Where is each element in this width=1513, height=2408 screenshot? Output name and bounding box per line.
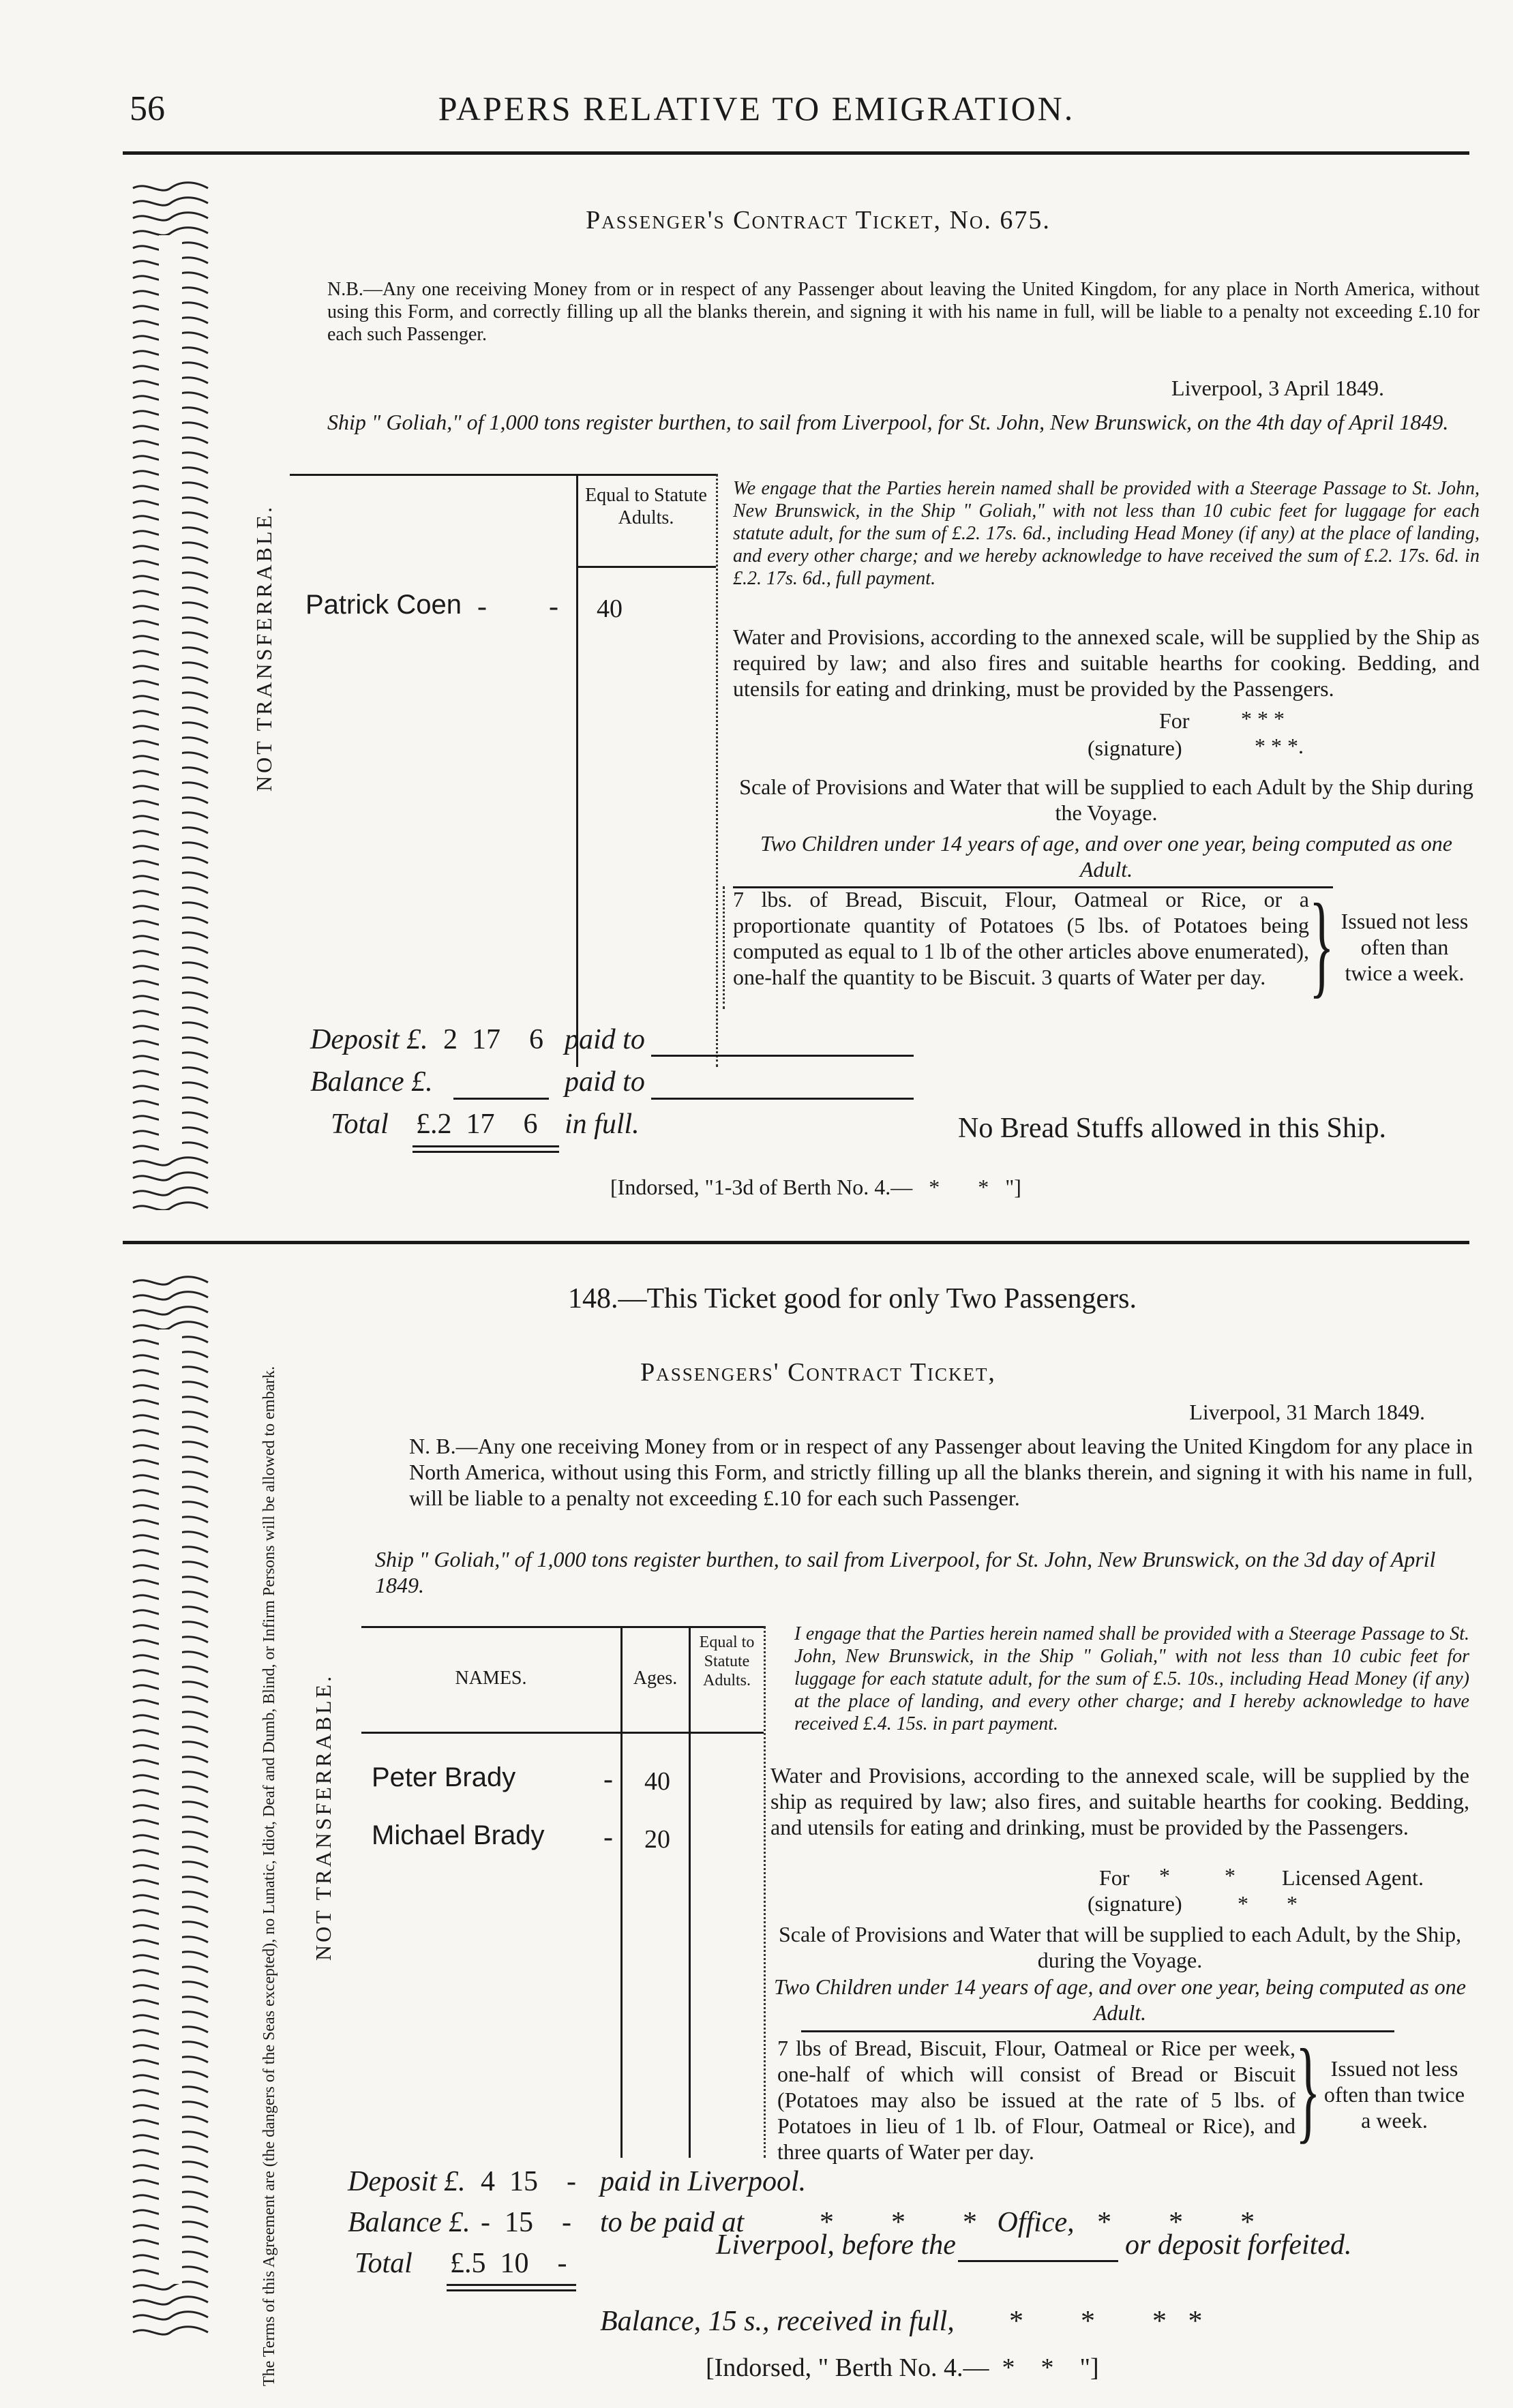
deposit-paid: paid in Liverpool. xyxy=(600,2166,807,2197)
balance-paid: to be paid at xyxy=(600,2207,745,2238)
ticket2-good-for: 148.—This Ticket good for only Two Passengers. xyxy=(568,1283,1137,1314)
dash: - xyxy=(603,1822,613,1853)
ticket1-water: Water and Provisions, according to the annexed scale, will be supplied by the Ship as required by law; and also fires and suitable hearths for cooking. Bedding, and utensils for eating and drinking, must be provided by the Passengers. xyxy=(733,624,1480,701)
total-amount: £.2 17 6 xyxy=(416,1109,538,1140)
total-label: Total xyxy=(355,2248,413,2279)
balance-amount: - 15 - xyxy=(481,2207,571,2238)
ticket2-nb: N. B.—Any one receiving Money from or in respect of any Passenger about leaving the United Kingdom for any place in North America, without using this Form, and strictly filling up all the blanks therein, and signing it with his name in full, will be liable to a penalty not exceeding £.10 for each such Passenger. xyxy=(409,1434,1473,1510)
ticket2-engagement: I engage that the Parties herein named shall be provided with a Steerage Passage to St. John, New Brunswick, in the Ship " Goliah," with not less than 10 cubic feet for luggage for each statute adult, for the sum of £.5. 10s., including Head Money (if any) at the place of landing, and every other charge; and I hereby acknowledge to have received £.4. 15s. in part payment. xyxy=(794,1623,1469,1734)
passenger-age: 40 xyxy=(644,1767,670,1796)
total-underline xyxy=(413,1145,559,1147)
for-stars: * * xyxy=(1159,1863,1235,1888)
ticket2-col-ages: Ages. xyxy=(633,1668,678,1689)
ticket1-col-divider xyxy=(576,474,578,1067)
signature-stars: * * *. xyxy=(1255,734,1304,758)
bread-stuffs-note: No Bread Stuffs allowed in this Ship. xyxy=(958,1113,1387,1144)
dash: - xyxy=(603,1764,613,1795)
deposit-paid: paid to xyxy=(565,1024,645,1055)
ticket1-ship-line: Ship " Goliah," of 1,000 tons register burthen, to sail from Liverpool, for St. John, New Brunswick, on the 4th day of April 1849. xyxy=(327,410,1449,434)
ticket2-col-statute: Equal to Statute Adults. xyxy=(699,1634,755,1689)
balance-received: Balance, 15 s., received in full, xyxy=(600,2306,955,2337)
not-transferrable-1: NOT TRANSFERRABLE. xyxy=(252,504,276,792)
deposit-label: Deposit £. xyxy=(348,2166,466,2197)
not-transferrable-2: NOT TRANSFERRABLE. xyxy=(311,1673,335,1961)
ticket2-water: Water and Provisions, according to the annexed scale, will be supplied by the ship as required by law; also fires, and suitable hearths for cooking. Bedding, and utensils for eating and drinking, must be provided by the Passengers. xyxy=(770,1763,1469,1839)
balance-blank xyxy=(651,1098,914,1100)
total-label: Total xyxy=(331,1109,389,1140)
ticket1-children: Two Children under 14 years of age, and over one year, being computed as one Adult. xyxy=(760,831,1452,882)
for-label: For xyxy=(1099,1865,1130,1890)
page-number: 56 xyxy=(130,89,165,128)
ticket2-indorsed: [Indorsed, " Berth No. 4.— * * "] xyxy=(706,2353,1099,2382)
ticket1-brace: } xyxy=(1309,880,1334,1008)
for-label: For xyxy=(1159,708,1190,733)
ticket1-provisions: 7 lbs. of Bread, Biscuit, Flour, Oatmeal or Rice, or a proportionate quantity of Potatoes (5 lbs. of Potatoes being computed as equal to 1 lb of the other articles above enumerated), one-half the quantity to be Biscuit. 3 quarts of Water per day. xyxy=(733,887,1309,989)
terms-side-text: The Terms of this Agreement are (the dangers of the Seas excepted), no Lunatic, Idiot, Deaf and Dumb, Blind, or Infirm Persons will be allowed to embark. xyxy=(260,1366,278,2386)
ticket2-col-divider-ages xyxy=(620,1626,623,2158)
total-underline-2 xyxy=(447,2289,576,2291)
signature-label: (signature) xyxy=(1088,736,1182,760)
office-line: * * * Office, * * * xyxy=(818,2207,1254,2238)
ticket1-title: Passenger's Contract Ticket, No. 675. xyxy=(586,206,1051,235)
ticket2-header-rule xyxy=(361,1732,764,1734)
licensed-agent: Licensed Agent. xyxy=(1282,1865,1424,1890)
ticket1-table-top-rule xyxy=(290,474,716,476)
deposit-amount: 2 17 6 xyxy=(443,1024,543,1055)
ticket2-issued: Issued not less often than twice a week. xyxy=(1323,2056,1465,2133)
signature-label: (signature) xyxy=(1088,1891,1182,1916)
balance-label: Balance £. xyxy=(348,2207,470,2238)
passenger-age: 20 xyxy=(644,1825,670,1854)
for-stars: * * * xyxy=(1241,706,1285,731)
ticket2-col-divider-dotted xyxy=(764,1626,766,2158)
deposit-label: Deposit £. xyxy=(310,1024,428,1055)
passenger-age: 40 xyxy=(597,595,623,623)
ticket1-issued: Issued not less often than twice a week. xyxy=(1340,909,1469,985)
balance-label: Balance £. xyxy=(310,1066,433,1098)
ticket2-scale-title: Scale of Provisions and Water that will be supplied to each Adult, by the Ship, during the Voyage. xyxy=(778,1922,1462,1972)
ticket2-provisions: 7 lbs of Bread, Biscuit, Flour, Oatmeal or Rice per week, one-half of which will consist of Bread or Biscuit (Potatoes may also be issued at the rate of 5 lbs. of Potatoes in lieu of 1 lb. of Flour, Oatmeal or Rice), and three quarts of Water per day. xyxy=(777,2036,1295,2164)
ticket1-header-rule xyxy=(576,566,716,568)
passenger-name: Patrick Coen xyxy=(305,590,462,620)
ornamental-border-1 xyxy=(126,181,215,1210)
liverpool-blank xyxy=(958,2260,1118,2262)
passenger-name: Peter Brady xyxy=(372,1762,516,1792)
ticket2-place-date: Liverpool, 31 March 1849. xyxy=(1189,1400,1425,1424)
ticket1-scale-title: Scale of Provisions and Water that will be supplied to each Adult by the Ship during the Voyage. xyxy=(739,774,1473,825)
ticket1-indorsed: [Indorsed, "1-3d of Berth No. 4.— * * "] xyxy=(610,1175,1021,1199)
header-rule xyxy=(123,151,1469,155)
ticket1-col-statute: Equal to Statute Adults. xyxy=(585,485,707,528)
total-amount: £.5 10 - xyxy=(450,2248,567,2279)
ticket1-engagement: We engage that the Parties herein named shall be provided with a Steerage Passage to St. John, New Brunswick, in the Ship " Goliah," with not less than 10 cubic feet for luggage for each statute adult, for the sum of £.2. 17s. 6d., including Head Money (if any) at the place of landing, and every other charge; and we hereby acknowledge to have received the sum of £.2. 17s. 6d. in £.2. 17s. 6d., full payment. xyxy=(733,478,1480,589)
running-title: PAPERS RELATIVE TO EMIGRATION. xyxy=(438,89,1075,127)
ornamental-border-2 xyxy=(126,1275,215,2338)
total-suffix: in full. xyxy=(565,1109,640,1140)
deposit-amount: 4 15 - xyxy=(481,2166,576,2197)
ticket1-nb: N.B.—Any one receiving Money from or in respect of any Passenger about leaving the United Kingdom, for any place in North America, without using this Form, and correctly filling up all the blanks therein, and signing it with his name in full, will be liable to a penalty not exceeding £.10 for each such Passenger. xyxy=(327,279,1480,345)
deposit-blank xyxy=(651,1055,914,1057)
ticket1-col-divider-dotted xyxy=(716,474,718,1067)
liverpool-line: Liverpool, before the xyxy=(716,2229,956,2261)
ticket2-col-names: NAMES. xyxy=(455,1668,527,1689)
ticket1-dotted-margin xyxy=(723,886,725,1009)
ticket2-brace: } xyxy=(1295,2026,1321,2154)
section-rule xyxy=(123,1241,1469,1244)
balance-paid: paid to xyxy=(565,1066,645,1098)
ticket2-ship-line: Ship " Goliah," of 1,000 tons register burthen, to sail from Liverpool, for St. John, New Brunswick, on the 3d day of April 1849. xyxy=(375,1547,1436,1597)
forfeited: or deposit forfeited. xyxy=(1125,2229,1352,2261)
dash: - xyxy=(549,591,558,622)
signature-stars: * * xyxy=(1238,1891,1298,1916)
balance-received-stars: * * * * xyxy=(1009,2306,1203,2337)
ticket2-title: Passengers' Contract Ticket, xyxy=(640,1358,996,1387)
dash: - xyxy=(477,591,487,622)
total-underline xyxy=(447,2284,576,2286)
balance-amount-blank xyxy=(453,1098,549,1100)
passenger-name: Michael Brady xyxy=(372,1820,545,1850)
total-underline-2 xyxy=(413,1151,559,1153)
ticket2-table-top-rule xyxy=(361,1626,764,1628)
ticket1-place-date: Liverpool, 3 April 1849. xyxy=(1171,376,1384,400)
ticket2-children: Two Children under 14 years of age, and over one year, being computed as one Adult. xyxy=(774,1974,1466,2025)
ticket2-col-divider-statute xyxy=(689,1626,691,2158)
